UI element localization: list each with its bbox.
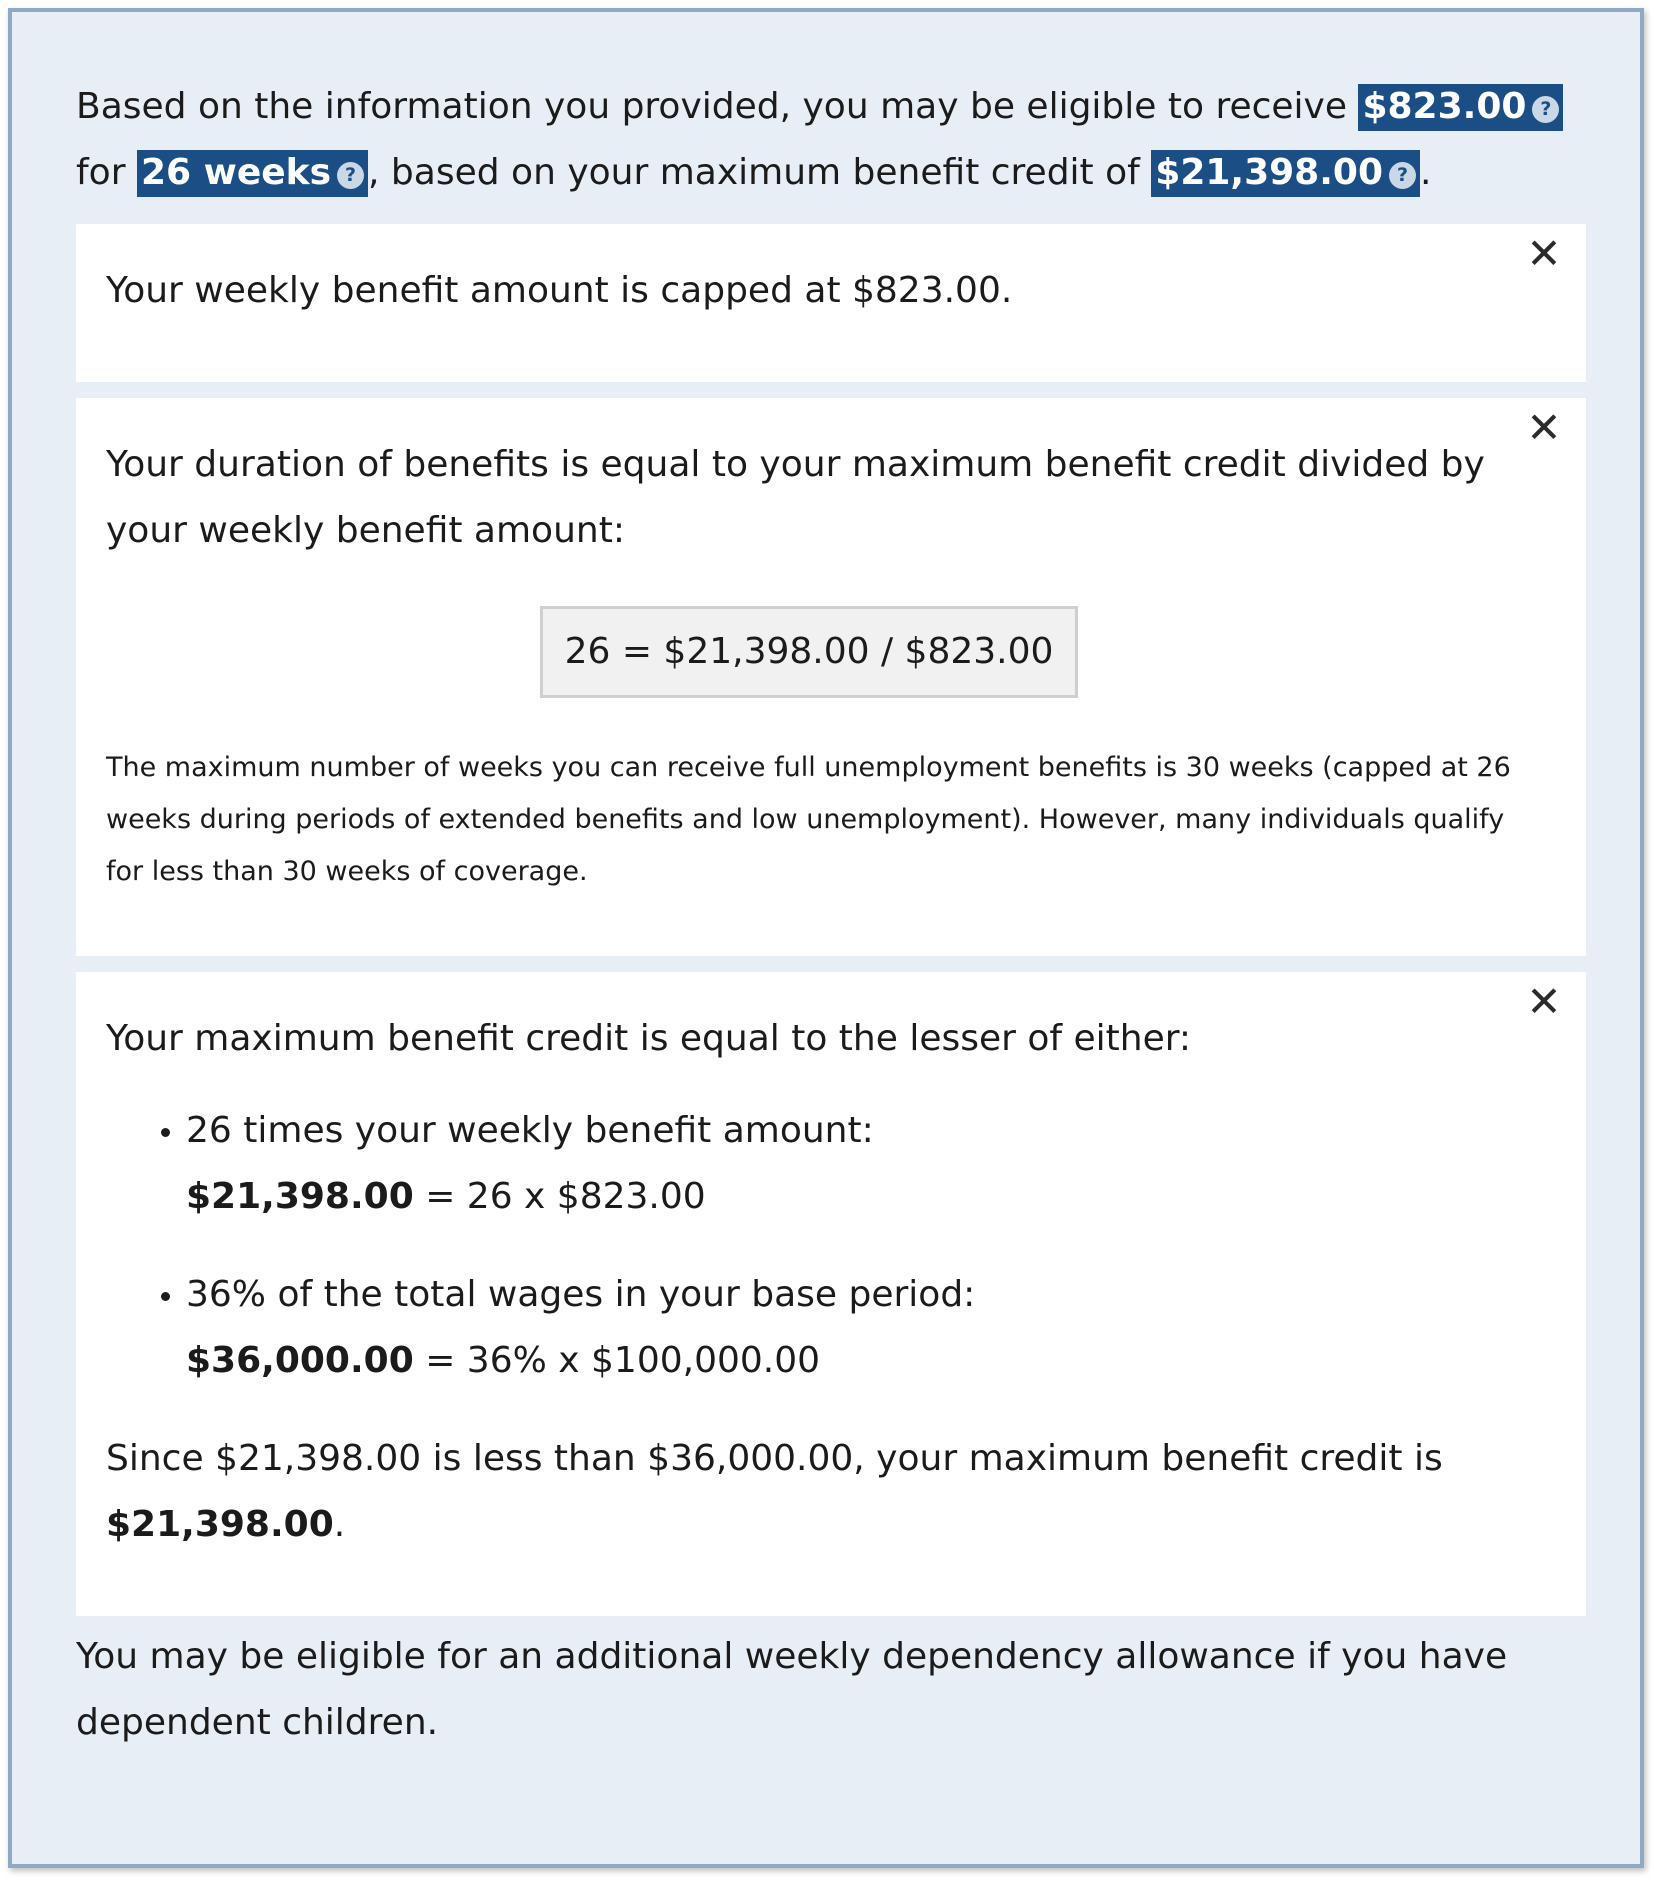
conclusion-value: $21,398.00: [106, 1504, 334, 1545]
max-credit-value: $21,398.00: [1155, 152, 1384, 193]
max-credit-conclusion: [106, 1426, 1512, 1558]
duration-explanation: Your duration of benefits is equal to your maximum benefit credit divided by your weekly benefit amount:: [106, 444, 1485, 551]
duration-highlight: [137, 150, 368, 197]
close-icon[interactable]: ✕: [1526, 403, 1562, 452]
close-icon[interactable]: ✕: [1526, 977, 1562, 1026]
option-result: $36,000.00: [186, 1340, 414, 1381]
close-icon[interactable]: ✕: [1526, 229, 1562, 278]
duration-explanation-card: [76, 398, 1586, 956]
summary-text: .: [1420, 152, 1432, 193]
option-result: $21,398.00: [186, 1176, 414, 1217]
weekly-amount-help-icon[interactable]: ?: [1532, 96, 1559, 123]
summary-text: Based on the information you provided, you may be eligible to receive: [76, 86, 1359, 127]
summary-text: , based on your maximum benefit credit of: [368, 152, 1152, 193]
duration-help-icon[interactable]: ?: [337, 162, 364, 189]
weekly-benefit-explanation-card: [76, 224, 1586, 382]
option-label: 36% of the total wages in your base period:: [186, 1274, 976, 1315]
max-credit-explanation-card: [76, 972, 1586, 1616]
summary-text: for: [76, 152, 137, 193]
max-credit-lead: Your maximum benefit credit is equal to the lesser of either:: [106, 1018, 1192, 1059]
weekly-amount-highlight: [1358, 84, 1563, 131]
dependency-allowance-note: You may be eligible for an additional weekly dependency allowance if you have dependent children.: [76, 1636, 1508, 1743]
option-expression: = 36% x $100,000.00: [413, 1340, 821, 1381]
conclusion-text: Since $21,398.00 is less than $36,000.00, your maximum benefit credit is: [106, 1438, 1443, 1479]
eligibility-summary: [76, 74, 1586, 206]
option-expression: = 26 x $823.00: [413, 1176, 706, 1217]
max-credit-help-icon[interactable]: ?: [1389, 162, 1416, 189]
duration-value: 26 weeks: [140, 152, 332, 193]
list-item: [186, 1262, 1512, 1394]
option-label: 26 times your weekly benefit amount:: [186, 1110, 874, 1151]
weekly-benefit-explanation: Your weekly benefit amount is capped at $823.00.: [106, 270, 1013, 311]
duration-formula: 26 = $21,398.00 / $823.00: [540, 606, 1079, 698]
duration-formula-wrap: [106, 606, 1512, 698]
weekly-amount-value: $823.00: [1362, 86, 1527, 127]
duration-note: The maximum number of weeks you can receive full unemployment benefits is 30 weeks (capped at 26 weeks during periods of extended benefits and low unemployment). However, many individuals qualify for less than 30 weeks of coverage.: [106, 752, 1511, 887]
conclusion-end: .: [333, 1504, 346, 1545]
results-content: [76, 74, 1586, 1756]
max-credit-highlight: [1151, 150, 1420, 197]
max-credit-options: [106, 1098, 1512, 1394]
results-panel: [8, 8, 1644, 1868]
list-item: [186, 1098, 1512, 1230]
